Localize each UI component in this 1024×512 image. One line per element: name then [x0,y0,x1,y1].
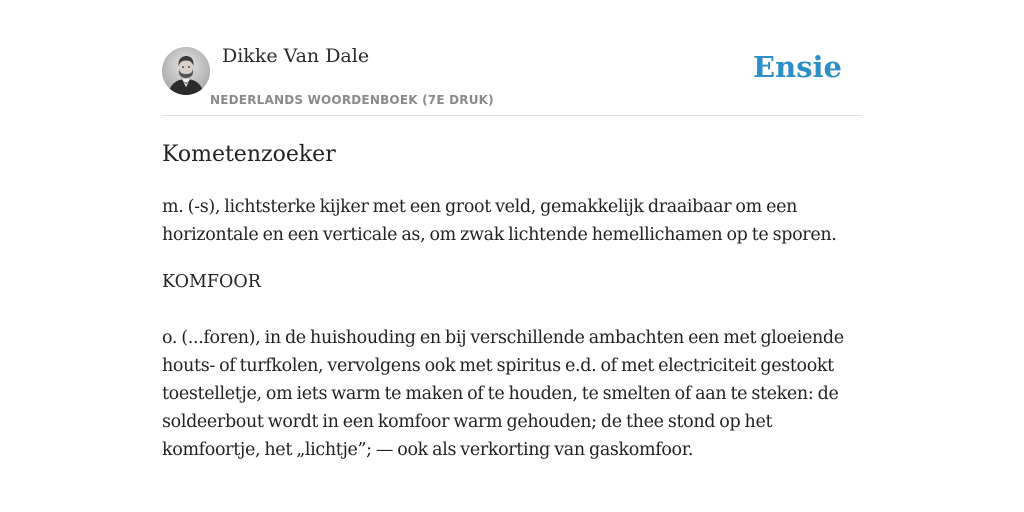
author-name[interactable]: Dikke Van Dale [222,45,370,67]
entry-definition: m. (-s), lichtsterke kijker met een groot veld, gemakkelijk draaibaar om een horizontale en een verticale as, om zwak lichtende hemellichamen op te sporen. [162,197,837,245]
brand-logo[interactable]: Ensie [753,50,842,84]
portrait-image [162,47,210,95]
sub-entry-heading: KOMFOOR [162,272,261,292]
entry-content [162,139,862,464]
author-header [162,44,862,116]
avatar[interactable] [162,47,210,95]
source-label: NEDERLANDS WOORDENBOEK (7E DRUK) [210,93,494,107]
sub-entry-definition: o. (...foren), in de huishouding en bij verschillende ambachten een met gloeiende houts- of turfkolen, vervolgens ook met spiritus e.d. of met electriciteit gestookt toestelletje, om iets warm te maken of te houden, te smelten of aan te steken: de soldeerbout wordt in een komfoor warm gehouden; de thee stond op het komfoortje, het „lichtje”; — ook als verkorting van gaskomfoor. [162,328,844,460]
entry-title: Kometenzoeker [162,142,336,167]
